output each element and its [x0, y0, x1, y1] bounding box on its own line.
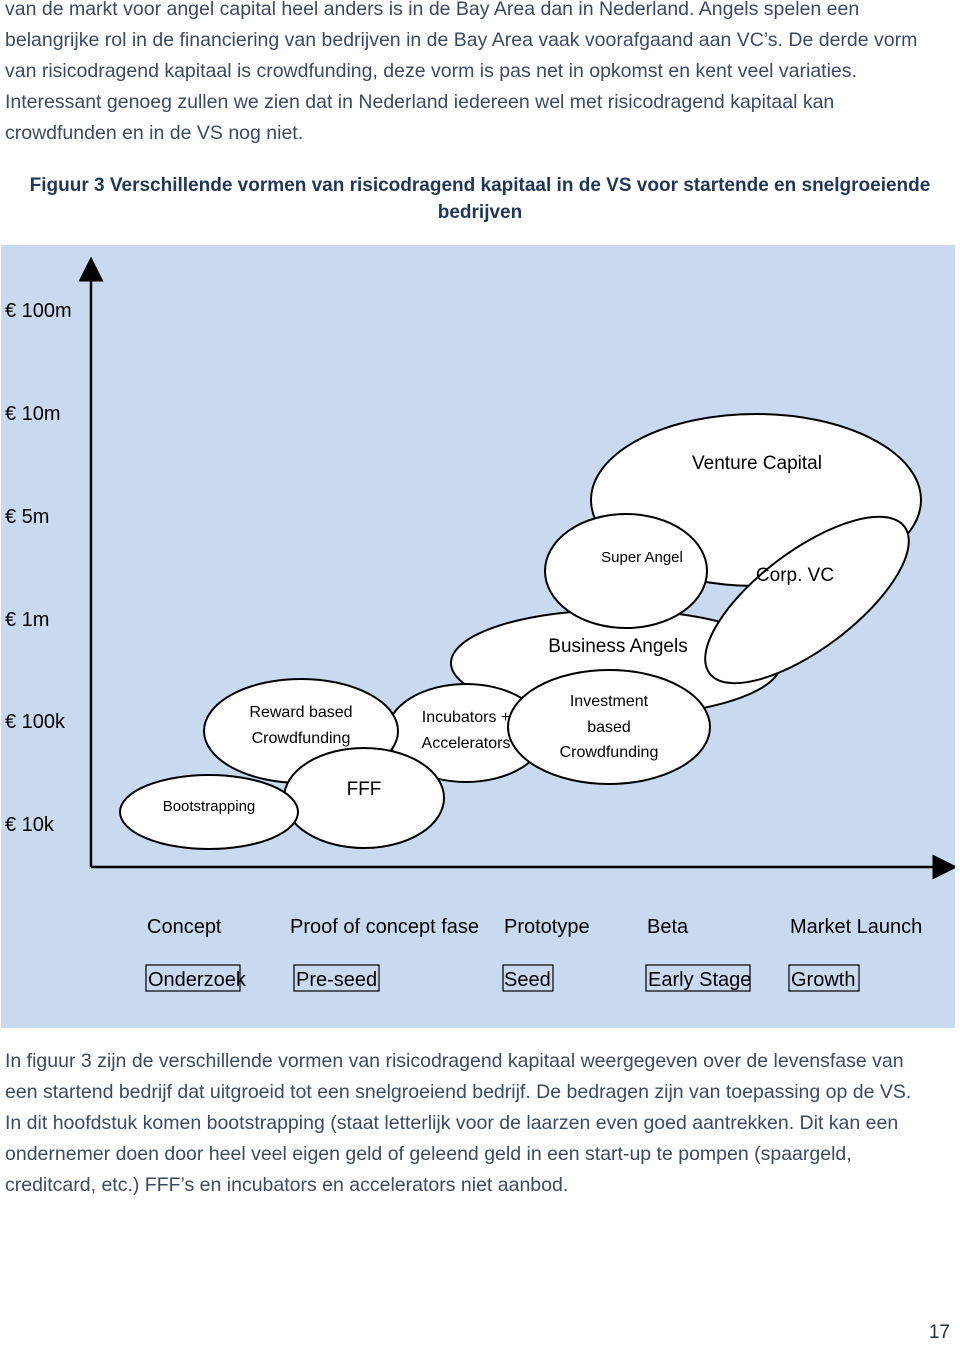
investment-crowdfunding-label-2: based	[587, 719, 631, 736]
stage-early-stage: Early Stage	[648, 969, 752, 991]
figure-caption-line: bedrijven	[437, 202, 523, 223]
phase-market-launch: Market Launch	[790, 916, 923, 938]
phase-prototype: Prototype	[504, 916, 590, 938]
y-label-1m: € 1m	[5, 609, 50, 631]
incubators-label-2: Accelerators	[421, 735, 511, 752]
page-number: 17	[928, 1322, 950, 1343]
super-angel-bubble	[545, 514, 707, 628]
intro-line: belangrijke rol in de financiering van bedrijven in de Bay Area vaak voorafgaand aan VC’s. De derde vorm	[5, 29, 918, 51]
reward-crowdfunding-label-1: Reward based	[249, 704, 353, 721]
stage-onderzoek: Onderzoek	[148, 969, 246, 991]
venture-capital-label: Venture Capital	[692, 453, 822, 474]
phase-concept: Concept	[147, 916, 222, 938]
stage-growth: Growth	[791, 969, 856, 991]
intro-line: Interessant genoeg zullen we zien dat in Nederland iedereen wel met risicodragend kapitaal kan	[5, 91, 835, 113]
financing-diagram	[1, 245, 955, 1028]
y-label-100m: € 100m	[5, 300, 72, 322]
y-label-10m: € 10m	[5, 403, 61, 425]
fff-label: FFF	[346, 779, 382, 800]
super-angel-label: Super Angel	[601, 549, 683, 566]
phase-beta: Beta	[647, 916, 689, 938]
business-angels-label: Business Angels	[548, 636, 688, 657]
intro-line: van risicodragend kapitaal is crowdfunding, deze vorm is pas net in opkomst en kent veel variaties.	[5, 60, 857, 82]
body-line: In figuur 3 zijn de verschillende vormen van risicodragend kapitaal weergegeven over de levensfase van	[5, 1050, 904, 1072]
incubators-label-1: Incubators +	[421, 709, 511, 726]
reward-crowdfunding-label-2: Crowdfunding	[251, 730, 351, 747]
intro-paragraph	[5, 0, 955, 149]
body-paragraph	[5, 1046, 955, 1201]
y-label-5m: € 5m	[5, 506, 50, 528]
investment-crowdfunding-label-1: Investment	[569, 693, 649, 710]
intro-line: van de markt voor angel capital heel anders is in de Bay Area dan in Nederland. Angels spelen een	[5, 0, 860, 20]
figure-caption-line: Figuur 3 Verschillende vormen van risicodragend kapitaal in de VS voor startende en snelgroeiende	[29, 175, 931, 196]
bootstrapping-label: Bootstrapping	[162, 798, 256, 815]
investment-crowdfunding-label-3: Crowdfunding	[559, 744, 659, 761]
body-line: een startend bedrijf dat uitgroeid tot een snelgroeiend bedrijf. De bedragen zijn van toepassing op de VS.	[5, 1081, 912, 1103]
body-line: creditcard, etc.) FFF’s en incubators en accelerators niet aanbod.	[5, 1174, 569, 1196]
stage-pre-seed: Pre-seed	[296, 969, 378, 991]
body-line: In dit hoofdstuk komen bootstrapping (staat letterlijk voor de laarzen even goed aantrekken. Dit kan een	[5, 1112, 899, 1134]
figure-caption	[0, 172, 960, 226]
body-line: ondernemer doen door heel veel eigen geld of geleend geld in een start-up te pompen (spaargeld,	[5, 1143, 852, 1165]
corp-vc-label: Corp. VC	[755, 565, 835, 586]
y-label-10k: € 10k	[5, 814, 54, 836]
phase-proof-of-concept: Proof of concept fase	[290, 916, 480, 938]
stage-seed: Seed	[504, 969, 551, 991]
intro-line: crowdfunden en in de VS nog niet.	[5, 122, 304, 144]
y-label-100k: € 100k	[5, 711, 66, 733]
